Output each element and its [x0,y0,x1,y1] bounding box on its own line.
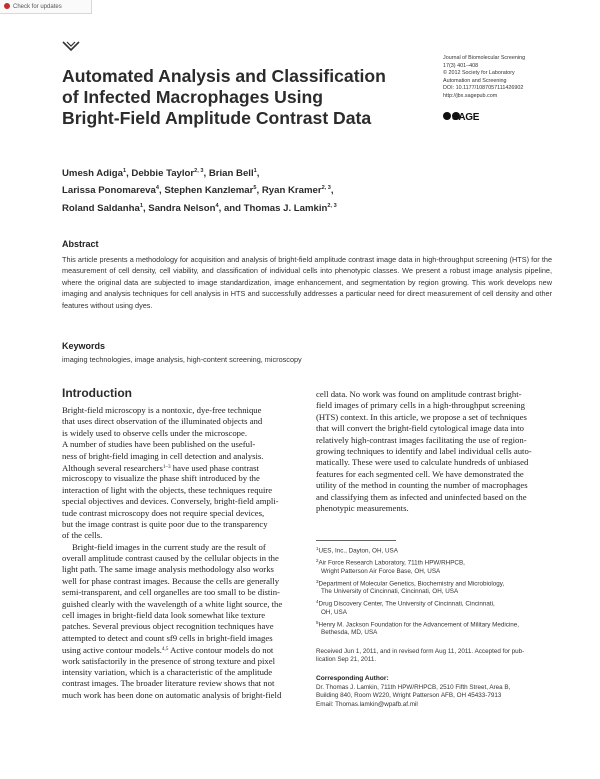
body-line [62,439,310,450]
received-dates [316,648,556,665]
body-text: well for phase contrast images. Because the cells are generally [62,575,280,586]
affiliation-text: Wright Patterson Air Force Base, OH, USA [321,567,441,575]
affiliation-number: 4 [316,599,319,605]
body-text: (HTS) context. In this article, we propose a set of techniques [316,411,527,422]
affiliation-line [316,598,556,609]
body-text: much work has been done on automatic analysis of bright-field [62,689,282,700]
affiliation-line [316,578,556,589]
body-text: patches. Several previous object recognition techniques have [62,621,274,632]
affiliation-line [316,609,556,617]
title-line: Automated Analysis and Classification [62,66,386,86]
body-line [62,542,310,553]
body-text: A number of studies have been published on the useful- [62,439,256,450]
affiliation-line [316,619,556,630]
body-text: work satisfactorily in the presence of strong texture and pixel [62,655,276,666]
publisher-name: SAGE [452,112,480,123]
body-line [316,457,552,468]
affiliation-item [316,545,556,556]
title-line: Bright-Field Amplitude Contrast Data [62,108,372,128]
body-line [62,633,310,644]
body-text: but the image contrast is quite poor due to the transparency [62,518,268,529]
body-text: Active contour models do not [168,645,274,656]
body-text: light path. The same image analysis methodology also works [62,564,274,575]
body-line [62,564,310,575]
author-line: Larissa Ponomareva$^4$, Stephen Kanzlemar$^5$, Ryan Kramer$^{2, 3}$, [62,185,334,197]
body-line [62,508,310,519]
author-affil: 5 [253,185,257,192]
affiliation-number: 1 [316,546,319,551]
body-text: and classifying them as infected and uninfected based on the [316,491,527,502]
affiliation-line [316,588,556,596]
journal-volume: 17(3) 401–408 [443,62,479,69]
body-line [62,473,310,484]
affiliation-text: Henry M. Jackson Foundation for the Advancement of Military Medicine, [318,621,520,629]
author-affil: 1 [253,168,257,174]
body-line [62,610,310,621]
journal-name: Journal of Biomolecular Screening [443,55,526,61]
affiliation-text: Department of Molecular Genetics, Biochemistry and Microbiology, [318,580,505,588]
body-line [316,480,552,491]
affiliation-item [316,619,556,638]
body-line [316,389,552,400]
affiliation-number: 2 [316,558,319,564]
affiliation-item [316,557,556,576]
citation-ref[interactable]: 4,5 [161,646,169,653]
body-text: have used phase contrast [170,462,259,473]
abstract-text: This article presents a methodology for acquisition and analysis of bright-field amplitude contrast image data in high-throughput screening (HTS) for the measurement of cell density, cell viability, and classification of individual cells into phenotypic classes. We present a robust image analysis pipeline, where the original data are subjected to image standardization, image enhancement, and segmentation by region growing. This work develops new imaging and analysis techniques for cell analysis in HTS and successfully addresses a particular need for direct measurement of cell density and other features without using dyes. [62,255,552,310]
author-list [62,164,462,216]
body-line [62,530,310,541]
corr-line: Building 840, Room W220, Wright Patterson AFB, OH 45433-7913 [316,692,502,700]
author-line: Roland Saldanha$^1$, Sandra Nelson$^4$, and Thomas J. Lamkin$^{2, 3}$ [62,202,337,214]
body-text: Although several researchers [62,462,163,473]
affiliation-text: UES, Inc., Dayton, OH, USA [318,547,398,555]
check-for-updates-label: Check for updates [13,4,62,10]
body-line [62,690,310,701]
body-text: of the cells. [62,530,103,541]
body-text: that uses direct observation of the illuminated objects and [62,416,263,427]
author-name: Stephen Kanzlemar [164,185,254,197]
body-line [316,400,552,411]
body-line [316,446,552,457]
author-affil: 1 [122,168,127,174]
title-line: of Infected Macrophages Using [62,87,324,107]
author-name: Brian Bell [208,168,254,179]
body-line [316,412,552,423]
body-text: that will convert the bright-field cytological image data into [316,423,524,434]
corresponding-author-heading: Corresponding Author: [316,675,389,682]
author-name: Roland Saldanha [62,202,140,214]
body-line [62,678,310,689]
keywords-heading: Keywords [62,341,106,351]
body-line [316,492,552,503]
body-line [62,405,310,416]
keywords-text: imaging technologies, image analysis, high-content screening, microscopy [62,355,302,364]
author-name: Ryan Kramer [261,185,322,197]
affiliation-text: Air Force Research Laboratory, 711th HPW/RHPCB, [318,559,465,567]
journal-logo-icon [62,40,80,52]
article-title [62,66,442,129]
abstract-heading: Abstract [62,239,99,249]
affiliation-text: Drug Discovery Center, The University of Cincinnati, Cincinnati, [318,600,495,608]
introduction-heading: Introduction [62,386,132,400]
body-line [316,469,552,480]
body-line [62,462,310,473]
author-affil: 1 [139,202,143,209]
affiliation-list [316,545,556,639]
body-text: ness of bright-field imaging in cell detection and analysis. [62,450,264,461]
update-dot-icon [4,3,10,9]
journal-copyright-cont: Automation and Screening [443,77,507,84]
affiliation-line [316,545,556,556]
body-line [62,667,310,678]
body-text: semi-transparent, and cell organelles are too small to be distin- [62,587,280,598]
corresponding-author-details [316,684,556,709]
affiliation-text: Bethesda, MD, USA [321,629,378,637]
body-line [62,496,310,507]
publisher-logo [443,111,480,123]
body-line [316,435,552,446]
body-text: Bright-field microscopy is a nontoxic, dye-free technique [62,405,262,415]
body-text: features for each segmented cell. We have demonstrated the [316,468,524,479]
affiliation-line [316,629,556,637]
body-text: phenotypic measurements. [316,502,409,513]
body-text: Bright-field images in the current study are the result of [72,541,266,552]
body-line [62,485,310,496]
body-text: matically. These were used to calculate hundreds of unbiased [316,457,529,468]
body-line [62,451,310,462]
body-text: cell images in bright-field data look somewhat like texture [62,610,266,621]
body-text: utility of the method in counting the number of macrophages [316,480,528,491]
body-line [62,644,310,655]
body-line [62,576,310,587]
body-column-right [316,389,552,514]
affiliation-item [316,598,556,617]
body-text: overall amplitude contrast caused by the cellular objects in the [62,553,279,564]
corr-email[interactable]: Email: Thomas.lamkin@wpafb.af.mil [316,700,418,708]
affiliation-number: 5 [316,619,319,625]
affiliation-number: 3 [316,578,319,584]
body-text: contrast images. The broader literature review shows that not [62,678,275,689]
body-line [62,599,310,610]
body-text: attempted to detect and count sf9 cells in bright-field images [62,632,273,643]
body-text: cell data. No work was found on amplitude contrast bright- [316,389,522,399]
received-line: lication Sep 21, 2011. [316,656,377,664]
affiliation-line [316,557,556,568]
author-name: Larissa Ponomareva [62,185,156,197]
body-line [62,416,310,427]
body-text: intensity variation, which is a characteristic of the amplitude [62,666,273,677]
body-line [316,503,552,514]
body-text: special objectives and devices. Conversely, bright-field ampli- [62,496,279,507]
body-line [62,553,310,564]
body-text: interaction of light with the objects, these techniques require [62,484,273,495]
body-text: tude contrast microscopy does not require special devices, [62,507,265,518]
author-affil: 2, 3 [321,185,331,192]
body-text: guished clearly with the wavelength of a white light source, the [62,598,283,609]
body-text: microscopy to visualize the phase shift introduced by the [62,473,260,484]
corr-line: Dr. Thomas J. Lamkin, 711th HPW/RHPCB, 2510 Fifth Street, Area B, [316,684,511,691]
affiliation-line [316,568,556,576]
author-line: Umesh Adiga$^1$, Debbie Taylor$^{2, 3}$, Brian Bell$^1$, [62,168,260,179]
body-text: field images of primary cells in a high-throughput screening [316,400,525,411]
affiliation-item [316,578,556,597]
body-line [62,587,310,598]
journal-doi: DOI: 10.1177/1087057111426902 [443,85,524,92]
journal-copyright: © 2012 Society for Laboratory [443,70,515,77]
author-affil: 2, 3 [327,202,337,209]
received-line: Received Jun 1, 2011, and in revised form Aug 11, 2011. Accepted for pub- [316,648,525,655]
sage-circle-icon [443,112,451,120]
author-affil: 4 [215,202,219,209]
author-name: Debbie Taylor [131,168,195,179]
journal-info [443,55,583,101]
affiliation-text: The University of Cincinnati, Cincinnati, OH, USA [321,588,459,596]
body-text: relatively high-contrast images facilitating the use of region- [316,434,527,445]
author-name: Sandra Nelson [148,202,216,214]
author-affil: 2, 3 [194,168,204,174]
body-text: is widely used to observe cells under the microscope. [62,427,248,438]
author-name: and Thomas J. Lamkin [223,202,328,214]
body-column-left [62,405,310,701]
footnote-divider [316,540,396,541]
check-for-updates-badge[interactable] [0,0,92,14]
body-line [62,519,310,530]
body-line [62,621,310,632]
journal-url[interactable]: http://jbx.sagepub.com [443,92,498,99]
body-text: using active contour models. [62,645,162,656]
author-affil: 4 [155,185,159,192]
body-text: growing techniques to identify and label individual cells auto- [316,445,532,456]
body-line [62,428,310,439]
body-line [316,423,552,434]
body-line [62,656,310,667]
affiliation-text: OH, USA [321,608,347,616]
author-name: Umesh Adiga [62,168,123,179]
citation-ref[interactable]: 1–3 [162,463,171,470]
